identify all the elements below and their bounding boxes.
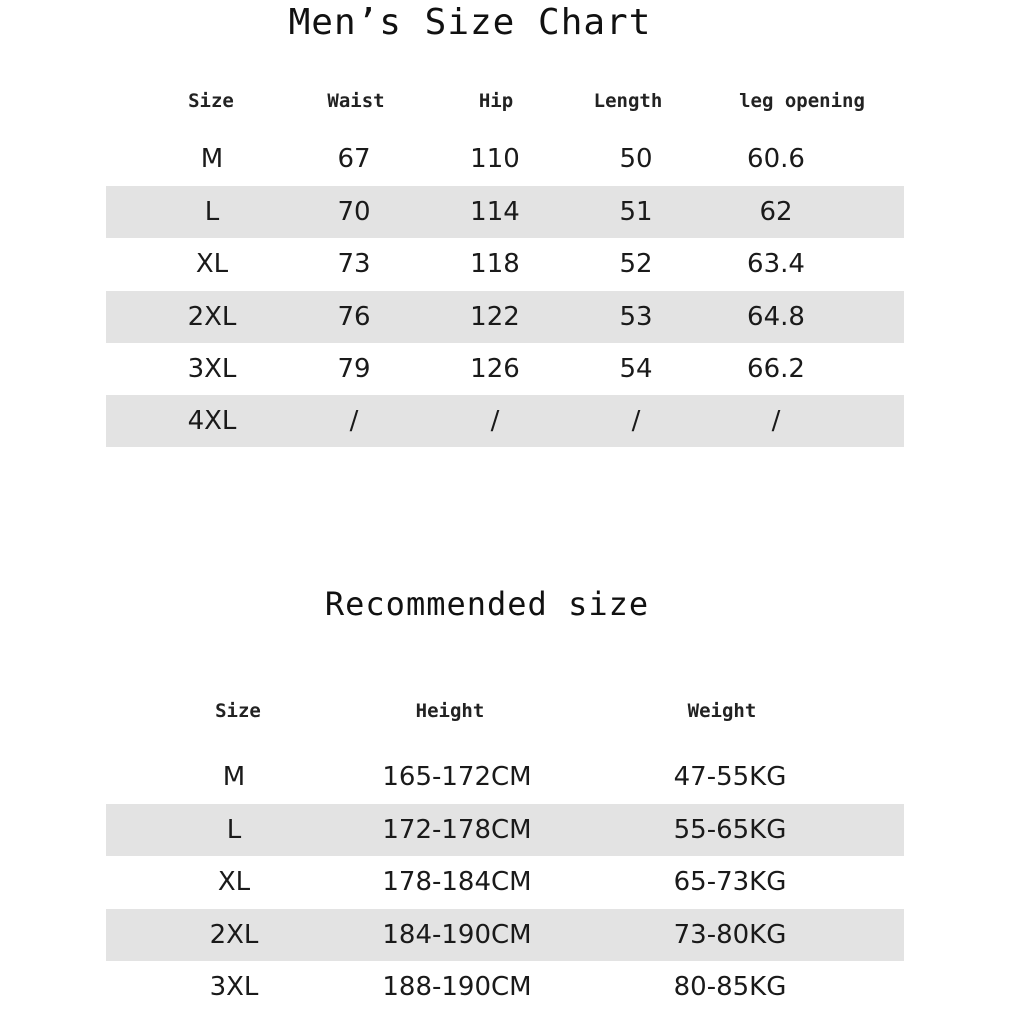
cell-size: XL	[195, 249, 229, 279]
cell-hip: 122	[470, 302, 520, 332]
cell-weight: 73-80KG	[673, 920, 787, 950]
cell-waist: 79	[337, 354, 371, 384]
cell-waist: 70	[337, 197, 371, 227]
cell-size: 2XL	[209, 920, 259, 950]
cell-size: M	[222, 762, 246, 792]
cell-size: L	[226, 815, 242, 845]
header-size: Size	[188, 90, 234, 112]
table-row	[106, 395, 904, 447]
cell-leg-opening: 64.8	[747, 302, 805, 332]
cell-size: L	[204, 197, 220, 227]
cell-waist: /	[349, 406, 359, 436]
cell-length: 53	[619, 302, 653, 332]
table-row	[106, 909, 904, 961]
size-chart-header	[0, 90, 1010, 120]
cell-leg-opening: /	[771, 406, 781, 436]
cell-hip: /	[490, 406, 500, 436]
header-height: Height	[415, 700, 485, 722]
table-row	[106, 186, 904, 238]
table-row	[106, 291, 904, 343]
table-row	[106, 804, 904, 856]
table-row	[106, 751, 904, 803]
cell-size: 3XL	[209, 972, 259, 1002]
cell-size: 3XL	[187, 354, 237, 384]
header-hip: Hip	[478, 90, 514, 112]
table-row	[106, 961, 904, 1013]
cell-waist: 67	[337, 144, 371, 174]
table-row	[106, 343, 904, 395]
header-size: Size	[215, 700, 261, 722]
cell-weight: 65-73KG	[673, 867, 787, 897]
cell-hip: 126	[470, 354, 520, 384]
cell-length: 54	[619, 354, 653, 384]
cell-leg-opening: 62	[759, 197, 793, 227]
cell-length: 52	[619, 249, 653, 279]
cell-height: 188-190CM	[382, 972, 532, 1002]
cell-leg-opening: 63.4	[747, 249, 805, 279]
cell-length: /	[631, 406, 641, 436]
cell-leg-opening: 60.6	[747, 144, 805, 174]
cell-weight: 47-55KG	[673, 762, 787, 792]
cell-hip: 118	[470, 249, 520, 279]
table-row	[106, 133, 904, 185]
cell-waist: 73	[337, 249, 371, 279]
cell-length: 50	[619, 144, 653, 174]
cell-waist: 76	[337, 302, 371, 332]
cell-height: 178-184CM	[382, 867, 532, 897]
cell-weight: 80-85KG	[673, 972, 787, 1002]
cell-size: 2XL	[187, 302, 237, 332]
cell-weight: 55-65KG	[673, 815, 787, 845]
cell-height: 184-190CM	[382, 920, 532, 950]
header-waist: Waist	[327, 90, 385, 112]
cell-size: XL	[217, 867, 251, 897]
table-row	[106, 238, 904, 290]
header-weight: Weight	[687, 700, 757, 722]
recommended-size-title: Recommended size	[324, 585, 650, 623]
header-length: Length	[593, 90, 663, 112]
cell-leg-opening: 66.2	[747, 354, 805, 384]
cell-length: 51	[619, 197, 653, 227]
size-chart-title: Men’s Size Chart	[288, 2, 652, 43]
header-leg-opening: leg opening	[739, 90, 865, 112]
cell-hip: 110	[470, 144, 520, 174]
recommended-header	[0, 700, 1010, 730]
cell-size: 4XL	[187, 406, 237, 436]
cell-hip: 114	[470, 197, 520, 227]
table-row	[106, 856, 904, 908]
cell-size: M	[200, 144, 224, 174]
cell-height: 172-178CM	[382, 815, 532, 845]
cell-height: 165-172CM	[382, 762, 532, 792]
